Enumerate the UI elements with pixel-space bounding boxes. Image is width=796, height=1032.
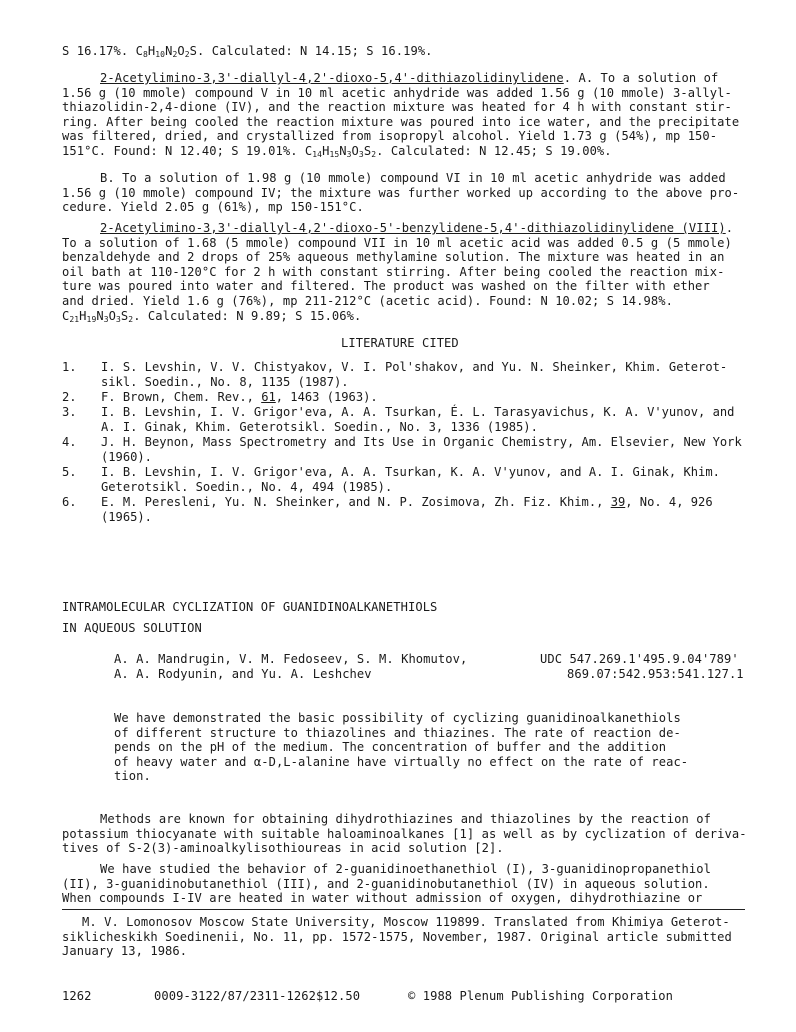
abstract-line-5: tion. — [114, 769, 151, 784]
para-a-line-3: thiazolidin-2,4-dione (IV), and the reaction mixture was heated for 4 h with constant stir- — [62, 100, 732, 115]
para-a-line-6: 151°C. Found: N 12.40; S 19.01%. $C_{14}H_{15}N_3O_3S_2$. Calculated: N 12.45; S 19.00%. — [62, 144, 612, 159]
body-p2-line-1: We have studied the behavior of 2-guanidinoethanethiol (I), 3-guanidinopropanethiol — [100, 862, 711, 876]
abstract-line-1: We have demonstrated the basic possibility of cyclizing guanidinoalkanethiols — [114, 711, 681, 725]
para-c-line-4: ture was poured into water and filtered. The product was washed on the filter with ether — [62, 279, 710, 294]
abstract-line-2: of different structure to thiazolines and thiazines. The rate of reaction de- — [114, 725, 681, 740]
udc-line-1: UDC 547.269.1'495.9.04'789' — [540, 652, 739, 666]
authors-line-2: A. A. Rodyunin, and Yu. A. Leshchev — [114, 667, 372, 681]
para-c-line-6: $C_{21}H_{19}N_3O_3S_2$. Calculated: N 9.89; S 15.06%. — [62, 308, 362, 324]
body-p1-line-1: Methods are known for obtaining dihydrothiazines and thiazolines by the reaction of — [100, 812, 711, 826]
body-p1-line-2: potassium thiocyanate with suitable haloaminoalkanes [1] as well as by cyclization of deriva- — [62, 826, 747, 841]
article-title-line-1: INTRAMOLECULAR CYCLIZATION OF GUANIDINOALKANETHIOLS — [62, 600, 438, 614]
abstract-line-3: pends on the pH of the medium. The concentration of buffer and the addition — [114, 740, 667, 755]
footnote-line-2: siklicheskikh Soedinenii, No. 11, pp. 1572-1575, November, 1987. Original article submitted — [62, 929, 732, 944]
footnote-line-1: M. V. Lomonosov Moscow State University, Moscow 119899. Translated from Khimiya Geterot- — [82, 915, 730, 929]
para-b-line-1: B. To a solution of 1.98 g (10 mmole) compound VI in 10 ml acetic anhydride was added — [100, 171, 726, 185]
para-c-title: 2-Acetylimino-3,3'-diallyl-4,2'-dioxo-5'-benzylidene-5,4'-dithiazolidinylidene (VIII). — [100, 221, 734, 235]
body-p1-line-3: tives of S-2(3)-aminoalkylisothioureas in acid solution [2]. — [62, 841, 504, 856]
literature-heading: LITERATURE CITED — [341, 336, 459, 350]
page-number: 1262 — [62, 989, 92, 1003]
body-p2-line-3: When compounds I-IV are heated in water without admission of oxygen, dihydrothiazine or — [62, 891, 703, 906]
body-p2-line-2: (II), 3-guanidinobutanethiol (III), and 2-guanidinobutanethiol (IV) in aqueous solution. — [62, 876, 710, 891]
prev-found-line: S 16.17%. $C_8H_{10}N_2O_2S$. Calculated: N 14.15; S 16.19%. — [62, 44, 433, 59]
para-c-line-5: and dried. Yield 1.6 g (76%), mp 211-212°C (acetic acid). Found: N 10.02; S 14.98%. — [62, 294, 673, 308]
para-c-line-1: To a solution of 1.68 (5 mmole) compound VII in 10 ml acetic acid was added 0.5 g (5 mmole) — [62, 235, 732, 250]
para-c-line-2: benzaldehyde and 2 drops of 25% aqueous methylamine solution. The mixture was heated in an — [62, 250, 725, 265]
para-a-title: 2-Acetylimino-3,3'-diallyl-4,2'-dioxo-5,4'-dithiazolidinylidene — [100, 71, 564, 85]
udc-line-2: 869.07:542.953:541.127.1 — [567, 667, 744, 681]
article-title-line-2: IN AQUEOUS SOLUTION — [62, 621, 202, 635]
para-b-line-3: cedure. Yield 2.05 g (61%), mp 150-151°C. — [62, 200, 364, 215]
para-a-line-2: 1.56 g (10 mmole) compound V in 10 ml acetic anhydride was added 1.56 g (10 mmole) 3-allyl- — [62, 85, 732, 100]
para-a-line-1: 2-Acetylimino-3,3'-diallyl-4,2'-dioxo-5,4'-dithiazolidinylidene. A. To a solution of — [100, 71, 719, 85]
abstract-line-4: of heavy water and α-D,L-alanine have virtually no effect on the rate of reac- — [114, 754, 689, 769]
para-a-line-4: ring. After being cooled the reaction mixture was poured into ice water, and the precipitate — [62, 114, 740, 129]
para-c-line-3: oil bath at 110-120°C for 2 h with constant stirring. After being cooled the reaction mix- — [62, 264, 725, 279]
article-code: 0009-3122/87/2311-1262$12.50 — [154, 989, 361, 1003]
footnote-line-3: January 13, 1986. — [62, 944, 188, 959]
para-a-line-5: was filtered, dried, and crystallized from isopropyl alcohol. Yield 1.73 g (54%), mp 150- — [62, 129, 718, 144]
para-b-line-2: 1.56 g (10 mmole) compound IV; the mixture was further worked up according to the above pro- — [62, 185, 740, 200]
authors-line-1: A. A. Mandrugin, V. M. Fedoseev, S. M. Khomutov, — [114, 652, 468, 666]
copyright: © 1988 Plenum Publishing Corporation — [408, 989, 673, 1003]
footnote-rule — [62, 909, 745, 910]
